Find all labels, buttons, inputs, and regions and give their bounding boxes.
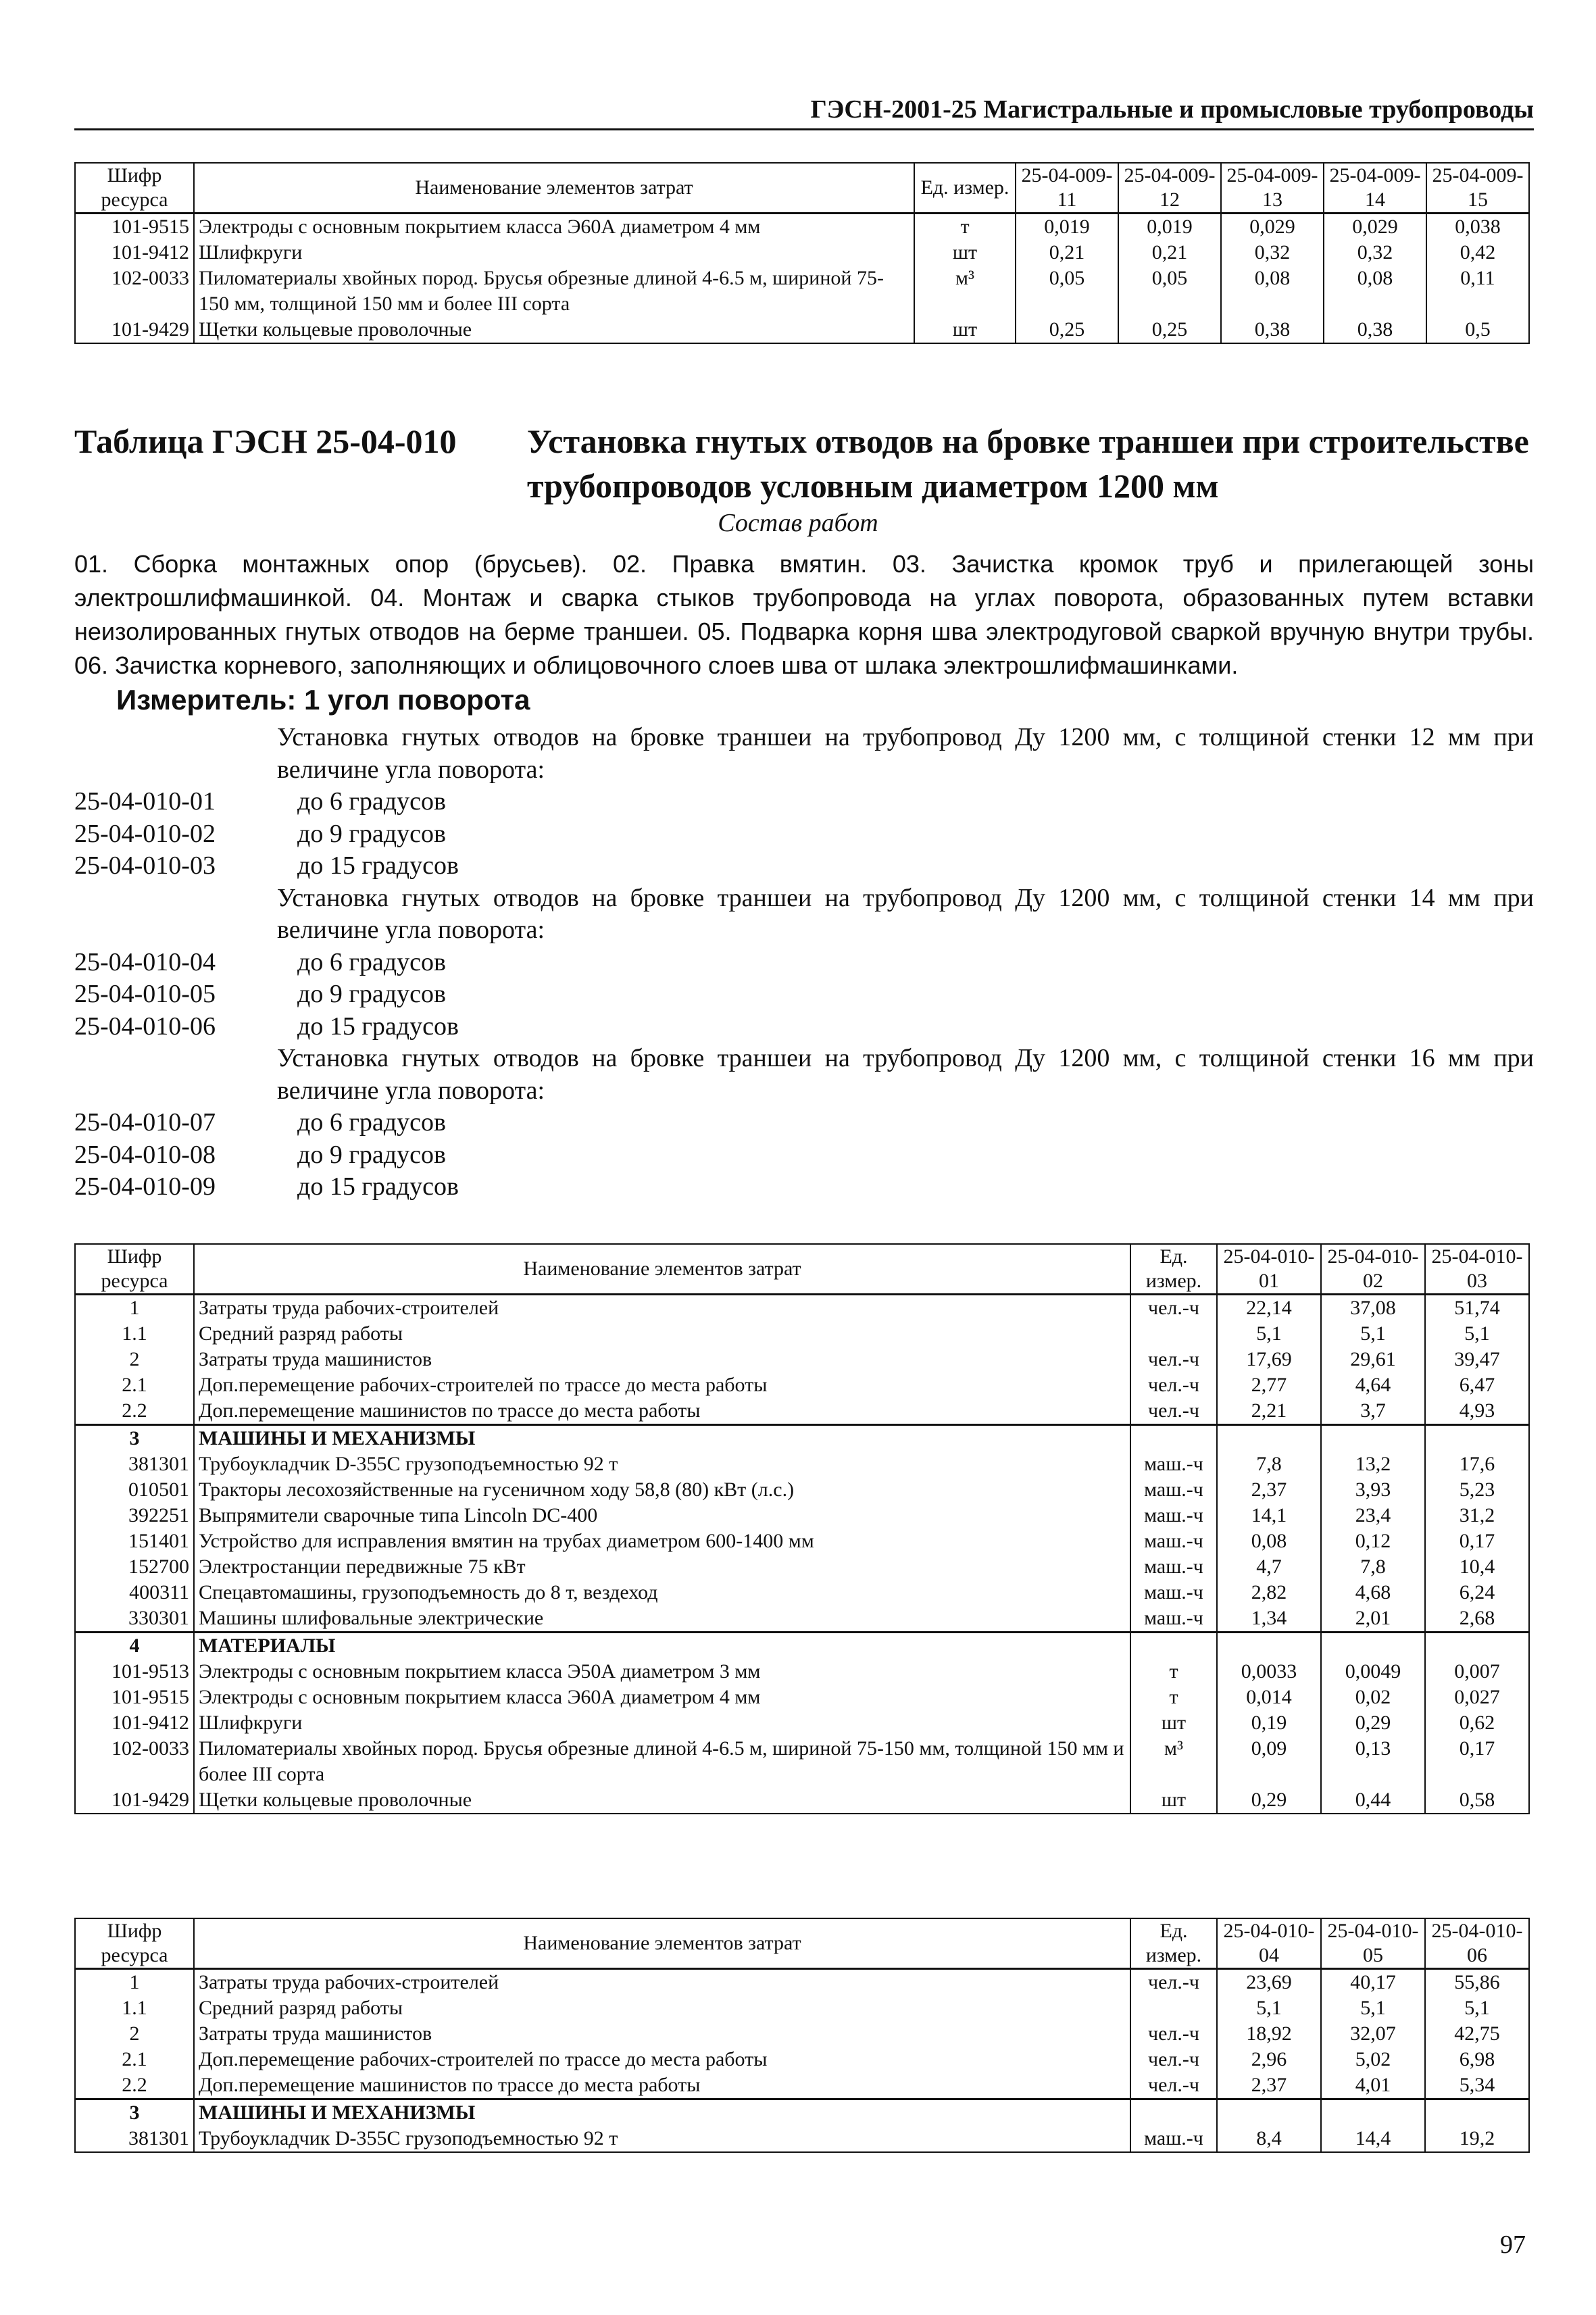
value-cell: 0,17 xyxy=(1425,1736,1529,1787)
header-norm-code: 25-04-009-14 xyxy=(1324,163,1426,214)
norm-code: 25-04-010-03 xyxy=(74,851,216,880)
resource-code: 101-9429 xyxy=(75,317,194,343)
resource-code: 1.1 xyxy=(75,1995,194,2021)
resource-name: Электростанции передвижные 75 кВт xyxy=(194,1554,1130,1580)
resource-name: Выпрямители сварочные типа Lincoln DC-400 xyxy=(194,1503,1130,1528)
value-cell: 0,0033 xyxy=(1217,1659,1321,1685)
unit xyxy=(1130,1633,1217,1660)
table-row xyxy=(75,1503,1529,1528)
value-cell: 5,34 xyxy=(1425,2072,1529,2099)
value-cell: 3,93 xyxy=(1321,1477,1425,1503)
unit: шт xyxy=(1130,1787,1217,1814)
resource-code: 101-9515 xyxy=(75,214,194,241)
value-cell: 5,1 xyxy=(1425,1995,1529,2021)
value-cell: 0,019 xyxy=(1118,214,1221,241)
value-cell: 0,44 xyxy=(1321,1787,1425,1814)
resource-code: 381301 xyxy=(75,1451,194,1477)
value-cell: 5,1 xyxy=(1425,1321,1529,1347)
resource-name: Щетки кольцевые проволочные xyxy=(194,1787,1130,1814)
value-cell: 39,47 xyxy=(1425,1347,1529,1372)
value-cell: 5,02 xyxy=(1321,2047,1425,2072)
resource-code: 2.2 xyxy=(75,2072,194,2099)
value-cell: 5,1 xyxy=(1217,1321,1321,1347)
table-header-row xyxy=(75,1244,1529,1295)
resource-name: Пиломатериалы хвойных пород. Брусья обрезные длиной 4-6.5 м, шириной 75-150 мм, толщиной 150 мм и более III сорта xyxy=(194,1736,1130,1787)
norm-text: до 9 градусов xyxy=(297,819,446,848)
unit xyxy=(1130,1321,1217,1347)
value-cell: 0,19 xyxy=(1217,1710,1321,1736)
unit: м³ xyxy=(914,266,1016,317)
code-group-title xyxy=(74,722,1534,786)
resource-name: Трубоукладчик D-355C грузоподъемностью 92 т xyxy=(194,1451,1130,1477)
resource-name: Шлифкруги xyxy=(194,1710,1130,1736)
header-norm-code: 25-04-010-01 xyxy=(1217,1244,1321,1295)
resource-name: Устройство для исправления вмятин на трубах диаметром 600-1400 мм xyxy=(194,1528,1130,1554)
table-header-row xyxy=(75,163,1529,214)
value-cell: 2,77 xyxy=(1217,1372,1321,1398)
value-cell: 18,92 xyxy=(1217,2021,1321,2047)
resource-code: 101-9412 xyxy=(75,240,194,266)
resource-code: 1 xyxy=(75,1969,194,1996)
value-cell: 0,05 xyxy=(1016,266,1118,317)
table-row xyxy=(75,2047,1529,2072)
norm-code: 25-04-010-07 xyxy=(74,1108,216,1137)
resource-table-009 xyxy=(74,162,1530,344)
value-cell: 37,08 xyxy=(1321,1295,1425,1322)
value-cell: 5,1 xyxy=(1321,1995,1425,2021)
resource-name: Доп.перемещение рабочих-строителей по трассе до места работы xyxy=(194,1372,1130,1398)
resource-code: 152700 xyxy=(75,1554,194,1580)
code-item xyxy=(74,947,1534,979)
header-code: Шифр ресурса xyxy=(75,1918,194,1969)
table-row xyxy=(75,1398,1529,1425)
table-section-row xyxy=(75,1425,1529,1452)
unit: маш.-ч xyxy=(1130,1554,1217,1580)
resource-table-010-01-03 xyxy=(74,1243,1530,1814)
value-cell: 2,37 xyxy=(1217,1477,1321,1503)
table-row xyxy=(75,2072,1529,2099)
value-cell: 2,01 xyxy=(1321,1605,1425,1633)
value-cell: 0,38 xyxy=(1221,317,1324,343)
value-cell: 7,8 xyxy=(1217,1451,1321,1477)
value-cell: 0,02 xyxy=(1321,1685,1425,1710)
unit: шт xyxy=(914,240,1016,266)
table-row xyxy=(75,240,1529,266)
value-cell xyxy=(1217,2099,1321,2126)
unit: маш.-ч xyxy=(1130,1451,1217,1477)
resource-name: Щетки кольцевые проволочные xyxy=(194,317,914,343)
norm-text: до 9 градусов xyxy=(297,980,446,1008)
table-row xyxy=(75,1477,1529,1503)
resource-code: 101-9513 xyxy=(75,1659,194,1685)
resource-name: МАШИНЫ И МЕХАНИЗМЫ xyxy=(194,2099,1130,2126)
value-cell: 4,01 xyxy=(1321,2072,1425,2099)
unit: чел.-ч xyxy=(1130,1372,1217,1398)
unit: т xyxy=(1130,1685,1217,1710)
unit: м³ xyxy=(1130,1736,1217,1787)
table-section-row xyxy=(75,2099,1529,2126)
header-name: Наименование элементов затрат xyxy=(194,163,914,214)
resource-name: Электроды с основным покрытием класса Э50А диаметром 3 мм xyxy=(194,1659,1130,1685)
norm-text: до 9 градусов xyxy=(297,1140,446,1169)
resource-code: 101-9429 xyxy=(75,1787,194,1814)
resource-name: Средний разряд работы xyxy=(194,1995,1130,2021)
table-row xyxy=(75,1605,1529,1633)
table-row xyxy=(75,1580,1529,1605)
value-cell: 0,029 xyxy=(1221,214,1324,241)
table-row xyxy=(75,1347,1529,1372)
value-cell: 0,21 xyxy=(1118,240,1221,266)
header-norm-code: 25-04-009-11 xyxy=(1016,163,1118,214)
unit xyxy=(1130,1425,1217,1452)
value-cell: 2,21 xyxy=(1217,1398,1321,1425)
value-cell: 0,62 xyxy=(1425,1710,1529,1736)
unit: чел.-ч xyxy=(1130,2072,1217,2099)
value-cell: 0,32 xyxy=(1324,240,1426,266)
table-section-row xyxy=(75,1633,1529,1660)
header-norm-code: 25-04-010-06 xyxy=(1425,1918,1529,1969)
unit: маш.-ч xyxy=(1130,1528,1217,1554)
value-cell: 0,027 xyxy=(1425,1685,1529,1710)
resource-table-010-04-06 xyxy=(74,1918,1530,2153)
work-composition-text: 01. Сборка монтажных опор (брусьев). 02. Правка вмятин. 03. Зачистка кромок труб и прилегающей зоны электрошлифмашинкой. 04. Монтаж и сварка стыков трубопровода на углах поворота, образованных путем вставки неизолированных гнутых отводов на берме траншеи. 05. Подварка корня шва электродуговой сваркой вручную внутри трубы. 06. Зачистка корневого, заполняющих и облицовочного слоев шва от шлака электрошлифмашинками. xyxy=(74,550,1534,679)
table-row xyxy=(75,1321,1529,1347)
resource-name: МАТЕРИАЛЫ xyxy=(194,1633,1130,1660)
value-cell xyxy=(1321,1633,1425,1660)
resource-code: 2 xyxy=(75,2021,194,2047)
resource-code: 4 xyxy=(75,1633,194,1660)
value-cell: 19,2 xyxy=(1425,2126,1529,2152)
value-cell: 0,014 xyxy=(1217,1685,1321,1710)
unit: маш.-ч xyxy=(1130,2126,1217,2152)
table-row xyxy=(75,1995,1529,2021)
resource-name: Электроды с основным покрытием класса Э60А диаметром 4 мм xyxy=(194,1685,1130,1710)
value-cell: 23,4 xyxy=(1321,1503,1425,1528)
code-group-title xyxy=(74,882,1534,947)
value-cell: 0,58 xyxy=(1425,1787,1529,1814)
table-row xyxy=(75,1659,1529,1685)
value-cell: 6,47 xyxy=(1425,1372,1529,1398)
resource-code: 3 xyxy=(75,1425,194,1452)
resource-code: 400311 xyxy=(75,1580,194,1605)
resource-name: Пиломатериалы хвойных пород. Брусья обрезные длиной 4-6.5 м, шириной 75-150 мм, толщиной 150 мм и более III сорта xyxy=(194,266,914,317)
value-cell xyxy=(1217,1633,1321,1660)
header-norm-code: 25-04-010-03 xyxy=(1425,1244,1529,1295)
table-row xyxy=(75,1295,1529,1322)
resource-code: 2.2 xyxy=(75,1398,194,1425)
value-cell xyxy=(1217,1425,1321,1452)
page-number: 97 xyxy=(1500,2231,1526,2259)
value-cell: 17,6 xyxy=(1425,1451,1529,1477)
value-cell: 0,12 xyxy=(1321,1528,1425,1554)
resource-code: 2.1 xyxy=(75,1372,194,1398)
value-cell xyxy=(1425,2099,1529,2126)
header-norm-code: 25-04-009-12 xyxy=(1118,163,1221,214)
header-code: Шифр ресурса xyxy=(75,163,194,214)
norm-text: до 6 градусов xyxy=(297,1108,446,1137)
norm-code: 25-04-010-08 xyxy=(74,1140,216,1169)
norm-code: 25-04-010-05 xyxy=(74,980,216,1008)
table-row xyxy=(75,2021,1529,2047)
value-cell xyxy=(1425,1633,1529,1660)
code-group-text: Установка гнутых отводов на бровке траншеи на трубопровод Ду 1200 мм, с толщиной стенки 12 мм при величине угла поворота: xyxy=(277,723,1534,784)
resource-name: МАШИНЫ И МЕХАНИЗМЫ xyxy=(194,1425,1130,1452)
value-cell: 2,96 xyxy=(1217,2047,1321,2072)
resource-code: 101-9515 xyxy=(75,1685,194,1710)
table-row xyxy=(75,1554,1529,1580)
code-item xyxy=(74,978,1534,1011)
norm-text: до 15 градусов xyxy=(297,851,459,880)
norm-text: до 15 градусов xyxy=(297,1172,459,1201)
table-row xyxy=(75,317,1529,343)
value-cell xyxy=(1321,2099,1425,2126)
value-cell: 4,93 xyxy=(1425,1398,1529,1425)
value-cell: 0,38 xyxy=(1324,317,1426,343)
value-cell: 6,24 xyxy=(1425,1580,1529,1605)
value-cell xyxy=(1321,1425,1425,1452)
unit: маш.-ч xyxy=(1130,1580,1217,1605)
value-cell: 0,029 xyxy=(1324,214,1426,241)
table-row xyxy=(75,1787,1529,1814)
value-cell: 3,7 xyxy=(1321,1398,1425,1425)
table-row xyxy=(75,214,1529,241)
norm-code: 25-04-010-01 xyxy=(74,787,216,816)
value-cell: 2,68 xyxy=(1425,1605,1529,1633)
table-row xyxy=(75,1710,1529,1736)
unit: маш.-ч xyxy=(1130,1477,1217,1503)
meter-unit: Измеритель: 1 угол поворота xyxy=(116,684,530,716)
code-group-text: Установка гнутых отводов на бровке траншеи на трубопровод Ду 1200 мм, с толщиной стенки 14 мм при величине угла поворота: xyxy=(277,883,1534,944)
value-cell: 4,64 xyxy=(1321,1372,1425,1398)
table-description: Установка гнутых отводов на бровке траншеи при строительстве трубопроводов условным диаметром 1200 мм xyxy=(527,422,1529,505)
resource-name: Затраты труда рабочих-строителей xyxy=(194,1295,1130,1322)
value-cell: 0,05 xyxy=(1118,266,1221,317)
resource-code: 1.1 xyxy=(75,1321,194,1347)
unit: маш.-ч xyxy=(1130,1605,1217,1633)
resource-code: 102-0033 xyxy=(75,1736,194,1787)
value-cell: 14,4 xyxy=(1321,2126,1425,2152)
header-norm-code: 25-04-010-05 xyxy=(1321,1918,1425,1969)
resource-code: 1 xyxy=(75,1295,194,1322)
value-cell: 0,25 xyxy=(1016,317,1118,343)
value-cell: 51,74 xyxy=(1425,1295,1529,1322)
value-cell: 5,1 xyxy=(1321,1321,1425,1347)
resource-code: 151401 xyxy=(75,1528,194,1554)
table-header-row xyxy=(75,1918,1529,1969)
value-cell: 4,7 xyxy=(1217,1554,1321,1580)
header-norm-code: 25-04-009-13 xyxy=(1221,163,1324,214)
value-cell: 42,75 xyxy=(1425,2021,1529,2047)
value-cell: 40,17 xyxy=(1321,1969,1425,1996)
table-row xyxy=(75,1372,1529,1398)
value-cell: 2,82 xyxy=(1217,1580,1321,1605)
header-unit: Ед. измер. xyxy=(1130,1244,1217,1295)
table-row xyxy=(75,1528,1529,1554)
code-item xyxy=(74,1011,1534,1043)
header-norm-code: 25-04-010-02 xyxy=(1321,1244,1425,1295)
value-cell: 0,13 xyxy=(1321,1736,1425,1787)
value-cell: 0,019 xyxy=(1016,214,1118,241)
value-cell: 1,34 xyxy=(1217,1605,1321,1633)
value-cell: 0,21 xyxy=(1016,240,1118,266)
resource-code: 2.1 xyxy=(75,2047,194,2072)
value-cell: 0,0049 xyxy=(1321,1659,1425,1685)
header-unit: Ед. измер. xyxy=(914,163,1016,214)
resource-name: Спецавтомашины, грузоподъемность до 8 т, вездеход xyxy=(194,1580,1130,1605)
unit: т xyxy=(1130,1659,1217,1685)
resource-name: Затраты труда рабочих-строителей xyxy=(194,1969,1130,1996)
running-header: ГЭСН-2001-25 Магистральные и промысловые трубопроводы xyxy=(74,95,1534,130)
value-cell: 0,08 xyxy=(1324,266,1426,317)
resource-code: 381301 xyxy=(75,2126,194,2152)
code-item xyxy=(74,1171,1534,1203)
value-cell: 5,1 xyxy=(1217,1995,1321,2021)
value-cell: 0,25 xyxy=(1118,317,1221,343)
unit: чел.-ч xyxy=(1130,2021,1217,2047)
header-unit: Ед. измер. xyxy=(1130,1918,1217,1969)
resource-code: 330301 xyxy=(75,1605,194,1633)
value-cell: 10,4 xyxy=(1425,1554,1529,1580)
unit: чел.-ч xyxy=(1130,1398,1217,1425)
resource-name: Затраты труда машинистов xyxy=(194,1347,1130,1372)
resource-name: Электроды с основным покрытием класса Э60А диаметром 4 мм xyxy=(194,214,914,241)
resource-code: 3 xyxy=(75,2099,194,2126)
value-cell: 0,09 xyxy=(1217,1736,1321,1787)
resource-code: 392251 xyxy=(75,1503,194,1528)
value-cell: 0,42 xyxy=(1426,240,1529,266)
unit: шт xyxy=(1130,1710,1217,1736)
resource-code: 2 xyxy=(75,1347,194,1372)
resource-code: 102-0033 xyxy=(75,266,194,317)
code-item xyxy=(74,818,1534,851)
value-cell: 6,98 xyxy=(1425,2047,1529,2072)
resource-name: Доп.перемещение машинистов по трассе до места работы xyxy=(194,2072,1130,2099)
norm-text: до 15 градусов xyxy=(297,1012,459,1041)
table-row xyxy=(75,1969,1529,1996)
unit: маш.-ч xyxy=(1130,1503,1217,1528)
value-cell: 0,08 xyxy=(1217,1528,1321,1554)
value-cell: 0,29 xyxy=(1321,1710,1425,1736)
resource-code: 101-9412 xyxy=(75,1710,194,1736)
table-row xyxy=(75,1736,1529,1787)
unit: чел.-ч xyxy=(1130,2047,1217,2072)
code-item xyxy=(74,1139,1534,1172)
table-number: Таблица ГЭСН 25-04-010 xyxy=(74,422,457,460)
code-group-text: Установка гнутых отводов на бровке траншеи на трубопровод Ду 1200 мм, с толщиной стенки 16 мм при величине угла поворота: xyxy=(277,1044,1534,1105)
value-cell: 29,61 xyxy=(1321,1347,1425,1372)
unit xyxy=(1130,2099,1217,2126)
value-cell: 13,2 xyxy=(1321,1451,1425,1477)
code-item xyxy=(74,1107,1534,1139)
header-norm-code: 25-04-009-15 xyxy=(1426,163,1529,214)
code-group-title xyxy=(74,1043,1534,1107)
value-cell: 0,32 xyxy=(1221,240,1324,266)
resource-name: Тракторы лесохозяйственные на гусеничном ходу 58,8 (80) кВт (л.с.) xyxy=(194,1477,1130,1503)
table-row xyxy=(75,1685,1529,1710)
value-cell: 4,68 xyxy=(1321,1580,1425,1605)
value-cell: 7,8 xyxy=(1321,1554,1425,1580)
norm-text: до 6 градусов xyxy=(297,947,446,976)
unit xyxy=(1130,1995,1217,2021)
code-item xyxy=(74,786,1534,818)
value-cell: 0,5 xyxy=(1426,317,1529,343)
value-cell: 5,23 xyxy=(1425,1477,1529,1503)
header-name: Наименование элементов затрат xyxy=(194,1244,1130,1295)
code-item xyxy=(74,850,1534,882)
table-row xyxy=(75,266,1529,317)
value-cell: 0,007 xyxy=(1425,1659,1529,1685)
value-cell: 8,4 xyxy=(1217,2126,1321,2152)
norm-code: 25-04-010-06 xyxy=(74,1012,216,1041)
norm-code: 25-04-010-02 xyxy=(74,819,216,848)
value-cell: 32,07 xyxy=(1321,2021,1425,2047)
value-cell: 55,86 xyxy=(1425,1969,1529,1996)
resource-name: Шлифкруги xyxy=(194,240,914,266)
value-cell: 0,08 xyxy=(1221,266,1324,317)
unit: чел.-ч xyxy=(1130,1295,1217,1322)
unit: чел.-ч xyxy=(1130,1347,1217,1372)
norm-code: 25-04-010-09 xyxy=(74,1172,216,1201)
unit: т xyxy=(914,214,1016,241)
unit: чел.-ч xyxy=(1130,1969,1217,1996)
resource-name: Доп.перемещение рабочих-строителей по трассе до места работы xyxy=(194,2047,1130,2072)
resource-name: Доп.перемещение машинистов по трассе до места работы xyxy=(194,1398,1130,1425)
norm-code: 25-04-010-04 xyxy=(74,947,216,976)
table-row xyxy=(75,1451,1529,1477)
value-cell: 17,69 xyxy=(1217,1347,1321,1372)
value-cell: 22,14 xyxy=(1217,1295,1321,1322)
unit: шт xyxy=(914,317,1016,343)
value-cell: 0,11 xyxy=(1426,266,1529,317)
value-cell xyxy=(1425,1425,1529,1452)
value-cell: 23,69 xyxy=(1217,1969,1321,1996)
resource-code: 010501 xyxy=(75,1477,194,1503)
norm-codes-list xyxy=(74,722,1534,1203)
resource-name: Машины шлифовальные электрические xyxy=(194,1605,1130,1633)
value-cell: 0,17 xyxy=(1425,1528,1529,1554)
header-name: Наименование элементов затрат xyxy=(194,1918,1130,1969)
value-cell: 2,37 xyxy=(1217,2072,1321,2099)
table-row xyxy=(75,2126,1529,2152)
value-cell: 0,29 xyxy=(1217,1787,1321,1814)
value-cell: 31,2 xyxy=(1425,1503,1529,1528)
value-cell: 14,1 xyxy=(1217,1503,1321,1528)
resource-name: Трубоукладчик D-355C грузоподъемностью 92 т xyxy=(194,2126,1130,2152)
work-composition-label: Состав работ xyxy=(718,509,878,537)
header-code: Шифр ресурса xyxy=(75,1244,194,1295)
value-cell: 0,038 xyxy=(1426,214,1529,241)
norm-text: до 6 градусов xyxy=(297,787,446,816)
header-norm-code: 25-04-010-04 xyxy=(1217,1918,1321,1969)
resource-name: Затраты труда машинистов xyxy=(194,2021,1130,2047)
resource-name: Средний разряд работы xyxy=(194,1321,1130,1347)
